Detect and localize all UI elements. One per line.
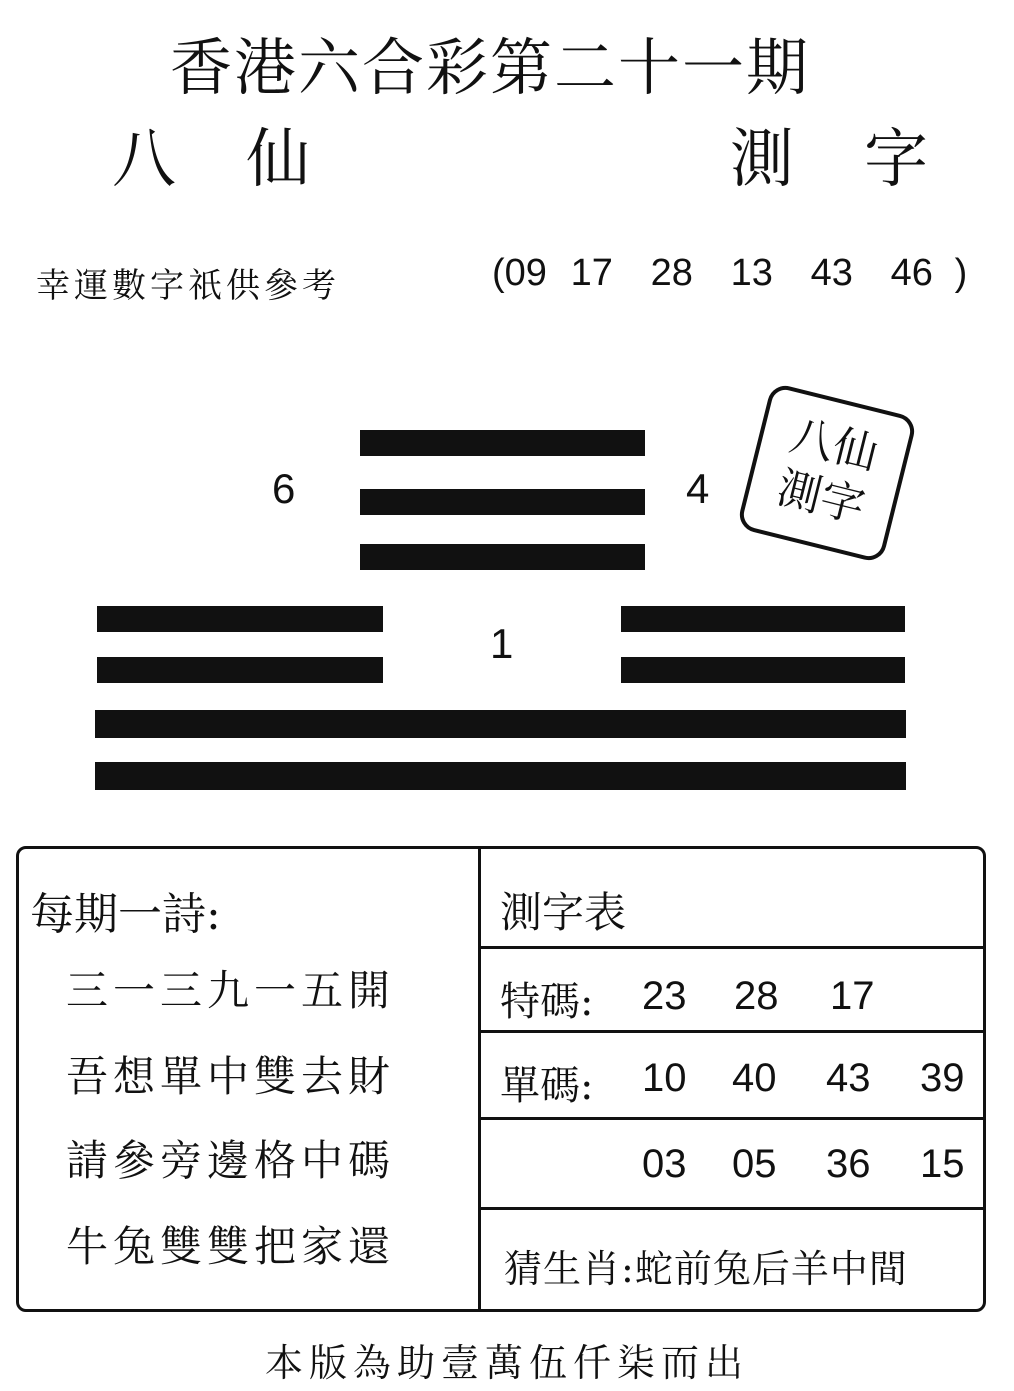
lucky-numbers-label: 幸運數字祇供參考	[36, 266, 340, 306]
footer-note: 本版為助壹萬伍仟柒而出	[264, 1341, 749, 1385]
lucky-numbers	[492, 252, 967, 295]
trigram-line-broken-left	[97, 606, 383, 632]
brand-right: 測字	[730, 123, 998, 197]
special-number: 17	[830, 974, 875, 1018]
table-row-divider	[481, 1117, 986, 1120]
hexagram-left-number: 6	[272, 465, 296, 512]
special-number: 23	[642, 974, 687, 1018]
trigram-line-solid	[360, 544, 645, 570]
zodiac-label: 猜生肖:	[504, 1247, 635, 1291]
close-paren: )	[954, 252, 968, 294]
single-number: 03	[642, 1142, 687, 1186]
single-number: 10	[642, 1056, 687, 1100]
table-row-divider	[481, 1030, 986, 1033]
lucky-number: 46	[890, 252, 933, 294]
trigram-line-solid	[360, 430, 645, 456]
lucky-number: 09	[504, 252, 547, 294]
hexagram-center-number: 1	[490, 620, 514, 667]
table-title: 測字表	[500, 888, 627, 937]
zodiac-row	[504, 1238, 908, 1293]
lucky-number: 17	[570, 252, 613, 294]
lucky-number: 28	[650, 252, 693, 294]
seal-line: 測字	[771, 462, 870, 534]
open-paren: (	[492, 252, 505, 294]
trigram-line-broken-left	[97, 657, 383, 683]
trigram-line-broken-right	[621, 657, 905, 683]
seal-line: 八仙	[785, 409, 883, 481]
zodiac-text: 蛇前兔后羊中間	[634, 1247, 908, 1291]
lucky-number: 13	[730, 252, 773, 294]
seal-stamp	[736, 382, 918, 564]
trigram-line-broken-right	[621, 606, 905, 632]
single-code-label: 單碼:	[500, 1063, 594, 1109]
single-number: 43	[826, 1056, 871, 1100]
poem-title: 每期一詩:	[30, 889, 221, 940]
single-number: 40	[732, 1056, 777, 1100]
trigram-line-solid	[95, 710, 906, 738]
poem-line: 吾想單中雙去財	[66, 1052, 396, 1101]
poem-line: 三一三九一五開	[66, 966, 396, 1015]
brand-left: 八仙	[112, 123, 380, 197]
single-number: 39	[920, 1056, 965, 1100]
poem-line: 牛兔雙雙把家還	[66, 1222, 396, 1271]
hexagram-right-number: 4	[686, 465, 710, 512]
page-title: 香港六合彩第二十一期	[169, 31, 810, 104]
single-number: 15	[920, 1142, 965, 1186]
single-number: 05	[732, 1142, 777, 1186]
poem-line: 請參旁邊格中碼	[66, 1136, 396, 1185]
panel-divider	[478, 846, 481, 1312]
lucky-number: 43	[810, 252, 853, 294]
trigram-line-solid	[360, 489, 645, 515]
special-number: 28	[734, 974, 779, 1018]
single-number: 36	[826, 1142, 871, 1186]
special-code-label: 特碼:	[500, 979, 594, 1025]
trigram-line-solid	[95, 762, 906, 790]
table-row-divider	[481, 946, 986, 949]
table-row-divider	[481, 1207, 986, 1210]
